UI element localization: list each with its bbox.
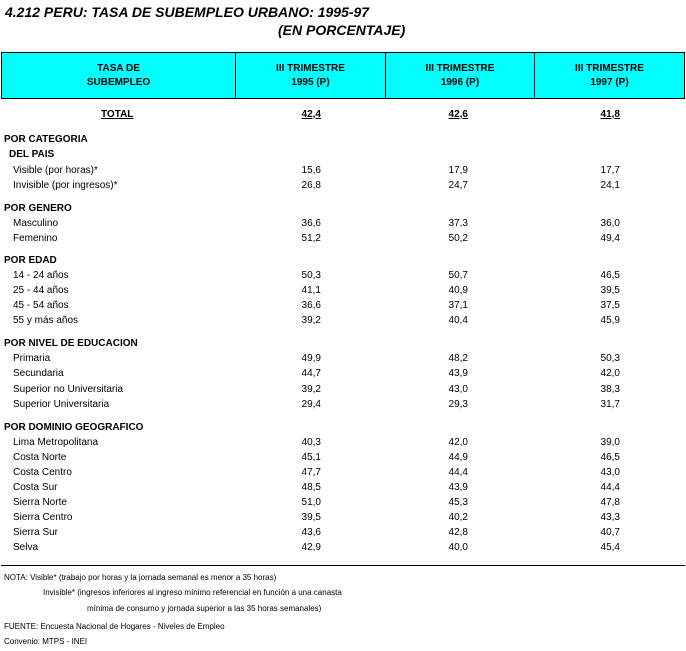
row-value: 47,7 [301, 467, 321, 478]
source-note: FUENTE: Encuesta Nacional de Hogares - Niveles de Empleo [4, 622, 225, 631]
row-label: Visible (por horas)* [13, 165, 98, 176]
row-label: Sierra Norte [13, 497, 67, 508]
row-label: Masculino [13, 218, 59, 229]
row-label: Femenino [13, 233, 58, 244]
row-value: 42,0 [448, 437, 468, 448]
row-value: 24,1 [600, 180, 620, 191]
table-row [0, 525, 686, 540]
total-label: TOTAL [101, 109, 134, 120]
table-row [0, 382, 686, 397]
row-value: 29,4 [301, 399, 321, 410]
row-value: 39,2 [301, 315, 321, 326]
total-value-1997: 41,8 [600, 109, 620, 120]
row-label: Superior no Universitaria [13, 384, 124, 395]
row-label: 25 - 44 años [13, 285, 69, 296]
page-subtitle: (EN PORCENTAJE) [278, 22, 406, 38]
row-value: 29,3 [448, 399, 468, 410]
table-header [1, 52, 685, 99]
header-col-1997 [535, 53, 684, 98]
row-value: 17,9 [448, 165, 468, 176]
row-value: 37,5 [600, 300, 620, 311]
header-col-1996 [386, 53, 535, 98]
row-value: 43,0 [600, 467, 620, 478]
row-value: 39,2 [301, 384, 321, 395]
row-value: 36,6 [301, 300, 321, 311]
table-row [0, 465, 686, 480]
row-value: 31,7 [600, 399, 620, 410]
row-value: 39,0 [600, 437, 620, 448]
row-value: 47,8 [600, 497, 620, 508]
row-value: 36,0 [600, 218, 620, 229]
table-row [0, 540, 686, 555]
row-value: 40,3 [301, 437, 321, 448]
section-title-edad: POR EDAD [4, 255, 57, 266]
row-value: 40,7 [600, 527, 620, 538]
row-value: 37,1 [448, 300, 468, 311]
note-line: NOTA: Visible* (trabajo por horas y la jornada semanal es menor a 35 horas) [4, 573, 277, 582]
table-row [0, 268, 686, 283]
row-label: Sierra Centro [13, 512, 73, 523]
section-title-educacion: POR NIVEL DE EDUCACION [4, 338, 138, 349]
table-row [0, 283, 686, 298]
header-col-tasa [2, 53, 236, 98]
header-col-1995 [236, 53, 386, 98]
row-value: 46,5 [600, 270, 620, 281]
row-value: 24,7 [448, 180, 468, 191]
row-value: 44,4 [448, 467, 468, 478]
row-value: 39,5 [301, 512, 321, 523]
table-row [0, 231, 686, 246]
row-value: 17,7 [600, 165, 620, 176]
table-row [0, 313, 686, 328]
header-text: 1995 (P) [291, 76, 330, 88]
row-value: 44,4 [600, 482, 620, 493]
row-label: Secundaria [13, 368, 64, 379]
table-row [0, 366, 686, 381]
table-bottom-rule [1, 565, 685, 566]
row-value: 46,5 [600, 452, 620, 463]
row-label: Superior Universitaria [13, 399, 110, 410]
row-value: 42,9 [301, 542, 321, 553]
section-title-categoria: POR CATEGORIA [4, 134, 88, 145]
row-value: 51,2 [301, 233, 321, 244]
table-row [0, 510, 686, 525]
row-label: Costa Norte [13, 452, 67, 463]
header-text: III TRIMESTRE [575, 62, 644, 74]
row-value: 50,3 [301, 270, 321, 281]
table-row [0, 495, 686, 510]
table-row [0, 397, 686, 412]
row-label: Invisible (por ingresos)* [13, 180, 118, 191]
table-row [0, 216, 686, 231]
convenio-note: Convenio: MTPS - INEI [4, 637, 88, 646]
row-value: 45,1 [301, 452, 321, 463]
table-row [0, 351, 686, 366]
table-row [0, 435, 686, 450]
row-label: 55 y más años [13, 315, 79, 326]
header-text: III TRIMESTRE [276, 62, 345, 74]
section-title-genero: POR GENERO [4, 203, 72, 214]
row-value: 42,0 [600, 368, 620, 379]
table-row [0, 178, 686, 193]
row-value: 51,0 [301, 497, 321, 508]
row-value: 39,5 [600, 285, 620, 296]
row-value: 50,7 [448, 270, 468, 281]
row-value: 36,6 [301, 218, 321, 229]
section-title-categoria-2: DEL PAIS [9, 149, 55, 160]
row-value: 44,9 [448, 452, 468, 463]
row-value: 43,3 [600, 512, 620, 523]
row-value: 45,3 [448, 497, 468, 508]
row-label: Selva [13, 542, 39, 553]
row-value: 48,5 [301, 482, 321, 493]
note-line: Invisible* (ingresos inferiores al ingreso mínimo referencial en función a una canasta [43, 588, 342, 597]
row-value: 49,9 [301, 353, 321, 364]
note-line: mínima de consumo y jornada superior a las 35 horas semanales) [87, 604, 322, 613]
row-value: 45,4 [600, 542, 620, 553]
row-value: 15,6 [301, 165, 321, 176]
row-label: Sierra Sur [13, 527, 59, 538]
header-text: III TRIMESTRE [425, 62, 495, 74]
row-value: 43,9 [448, 368, 468, 379]
table-row [0, 450, 686, 465]
table-row [0, 163, 686, 178]
header-text: 1996 (P) [440, 76, 480, 88]
row-value: 37,3 [448, 218, 468, 229]
row-value: 50,3 [600, 353, 620, 364]
row-value: 40,0 [448, 542, 468, 553]
row-value: 41,1 [301, 285, 321, 296]
row-value: 43,9 [448, 482, 468, 493]
page-title: 4.212 PERU: TASA DE SUBEMPLEO URBANO: 1995-97 [5, 4, 370, 20]
row-value: 43,0 [448, 384, 468, 395]
row-label: 45 - 54 años [13, 300, 69, 311]
row-value: 50,2 [448, 233, 468, 244]
row-value: 43,6 [301, 527, 321, 538]
header-text: TASA DE [97, 62, 140, 74]
row-value: 42,8 [448, 527, 468, 538]
row-value: 38,3 [600, 384, 620, 395]
header-text: 1997 (P) [590, 76, 629, 88]
row-value: 40,9 [448, 285, 468, 296]
table-row [0, 480, 686, 495]
row-value: 45,9 [600, 315, 620, 326]
table-row [0, 298, 686, 313]
row-value: 40,2 [448, 512, 468, 523]
row-value: 44,7 [301, 368, 321, 379]
row-label: Primaria [13, 353, 51, 364]
total-value-1995: 42,4 [301, 109, 321, 120]
row-value: 40,4 [448, 315, 468, 326]
row-value: 26,8 [301, 180, 321, 191]
header-text: SUBEMPLEO [86, 76, 151, 88]
row-value: 49,4 [600, 233, 620, 244]
section-title-dominio: POR DOMINIO GEOGRAFICO [4, 422, 144, 433]
row-label: Costa Centro [13, 467, 72, 478]
row-label: 14 - 24 años [13, 270, 69, 281]
row-label: Costa Sur [13, 482, 58, 493]
row-value: 48,2 [448, 353, 468, 364]
row-label: Lima Metropolitana [13, 437, 99, 448]
total-value-1996: 42,6 [448, 109, 468, 120]
total-row [0, 109, 686, 124]
